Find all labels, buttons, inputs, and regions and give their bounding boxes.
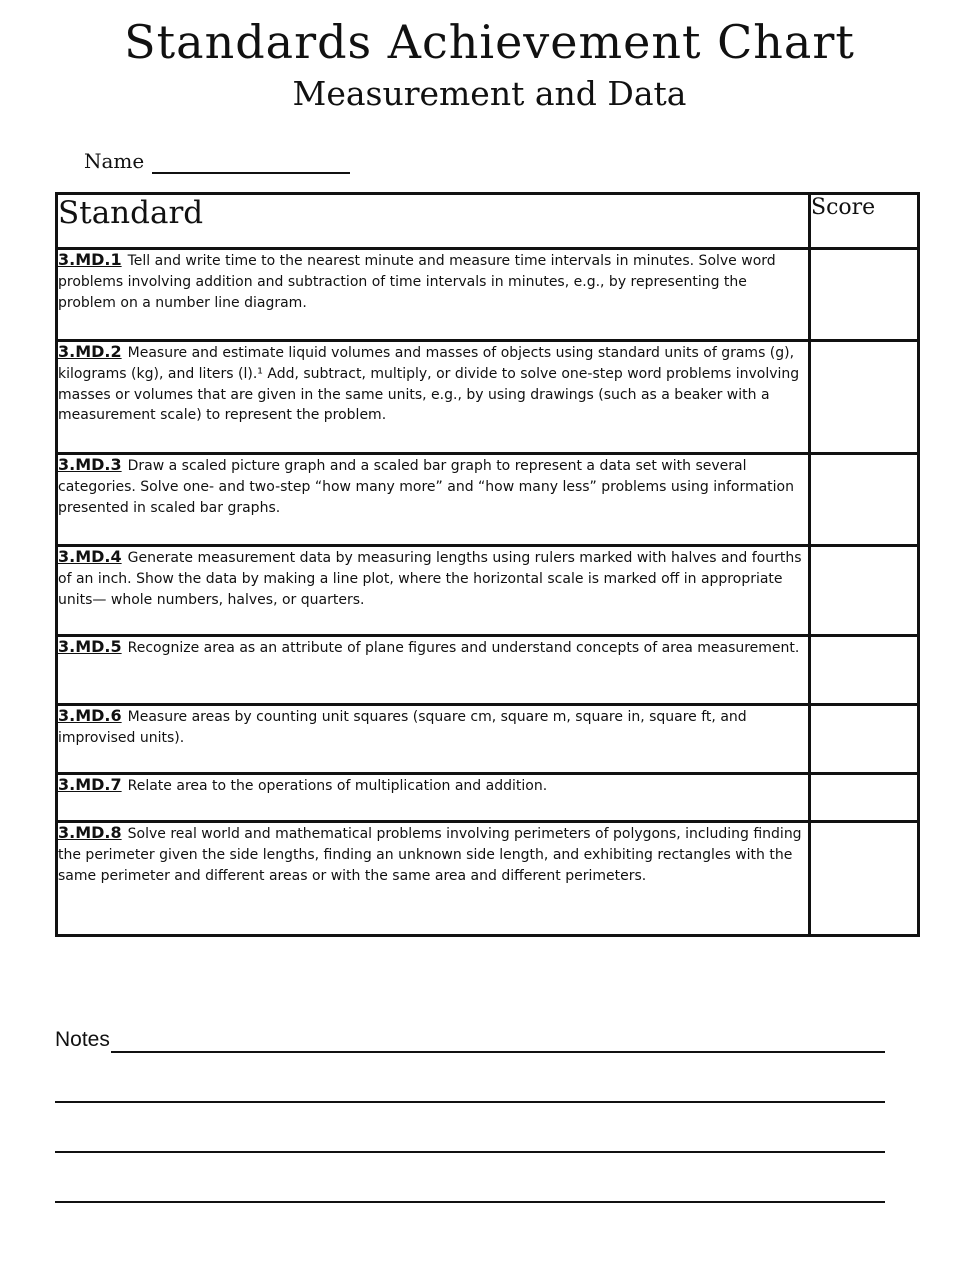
- name-row: [84, 148, 350, 174]
- table-row: [57, 249, 919, 341]
- score-column-header: Score: [810, 194, 919, 249]
- table-row: [57, 546, 919, 636]
- standard-cell: [57, 822, 810, 936]
- standard-code: 3.MD.5: [58, 637, 122, 656]
- page-title: Standards Achievement Chart: [124, 15, 855, 69]
- standard-text: Measure areas by counting unit squares (square cm, square m, square in, square ft, and improvised units).: [58, 709, 747, 746]
- score-cell[interactable]: [810, 341, 919, 454]
- standard-cell: [57, 705, 810, 774]
- standard-text: Tell and write time to the nearest minute and measure time intervals in minutes. Solve word problems involving addition and subtraction of time intervals in minutes, e.g., by representing the problem on a number line diagram.: [58, 253, 776, 311]
- notes-label: Notes: [55, 1028, 110, 1051]
- standard-text: Solve real world and mathematical problems involving perimeters of polygons, including finding the perimeter given the side lengths, finding an unknown side length, and exhibiting rectangles with the same perimeter and different areas or with the same area and different perimeters.: [58, 826, 802, 884]
- standard-code: 3.MD.7: [58, 775, 122, 794]
- score-cell[interactable]: [810, 454, 919, 546]
- score-cell[interactable]: [810, 636, 919, 705]
- page-subtitle: Measurement and Data: [292, 74, 687, 113]
- notes-underline: [111, 1025, 885, 1053]
- standard-text: Relate area to the operations of multiplication and addition.: [127, 778, 548, 794]
- standard-text: Generate measurement data by measuring lengths using rulers marked with halves and fourths of an inch. Show the data by making a line plot, where the horizontal scale is marked off in appropriate units— whole numbers, halves, or quarters.: [58, 550, 802, 608]
- table-header-row: [57, 194, 919, 249]
- standard-code: 3.MD.3: [58, 455, 122, 474]
- standards-table: [55, 192, 920, 937]
- name-label: Name: [84, 149, 145, 173]
- standard-text: Measure and estimate liquid volumes and masses of objects using standard units of grams (g), kilograms (kg), and liters (l).¹ Add, subtract, multiply, or divide to solve one-step word problems involving masses or volumes that are given in the same units, e.g., by using drawings (such as a beaker with a measurement scale) to represent the problem.: [58, 345, 800, 424]
- standard-cell: [57, 249, 810, 341]
- standard-text: Draw a scaled picture graph and a scaled bar graph to represent a data set with several categories. Solve one- and two-step “how many more” and “how many less” problems using information presented in scaled bar graphs.: [58, 458, 794, 516]
- score-cell[interactable]: [810, 822, 919, 936]
- score-cell[interactable]: [810, 705, 919, 774]
- table-row: [57, 636, 919, 705]
- standard-cell: [57, 341, 810, 454]
- standard-code: 3.MD.6: [58, 706, 122, 725]
- score-cell[interactable]: [810, 546, 919, 636]
- table-row: [57, 454, 919, 546]
- standard-code: 3.MD.1: [58, 250, 122, 269]
- standard-code: 3.MD.8: [58, 823, 122, 842]
- standard-column-header: Standard: [57, 194, 810, 249]
- score-cell[interactable]: [810, 249, 919, 341]
- standard-text: Recognize area as an attribute of plane figures and understand concepts of area measurement.: [127, 640, 800, 656]
- table-row: [57, 705, 919, 774]
- standard-code: 3.MD.2: [58, 342, 122, 361]
- notes-blank-line[interactable]: [55, 1151, 885, 1153]
- name-blank[interactable]: [152, 150, 350, 174]
- standard-cell: [57, 774, 810, 822]
- notes-section: [55, 1025, 885, 1203]
- table-row: [57, 341, 919, 454]
- standard-cell: [57, 636, 810, 705]
- notes-first-line[interactable]: [55, 1025, 885, 1053]
- table-row: [57, 774, 919, 822]
- standard-cell: [57, 454, 810, 546]
- table-row: [57, 822, 919, 936]
- score-cell[interactable]: [810, 774, 919, 822]
- standard-cell: [57, 546, 810, 636]
- standard-code: 3.MD.4: [58, 547, 122, 566]
- notes-blank-line[interactable]: [55, 1201, 885, 1203]
- notes-blank-line[interactable]: [55, 1101, 885, 1103]
